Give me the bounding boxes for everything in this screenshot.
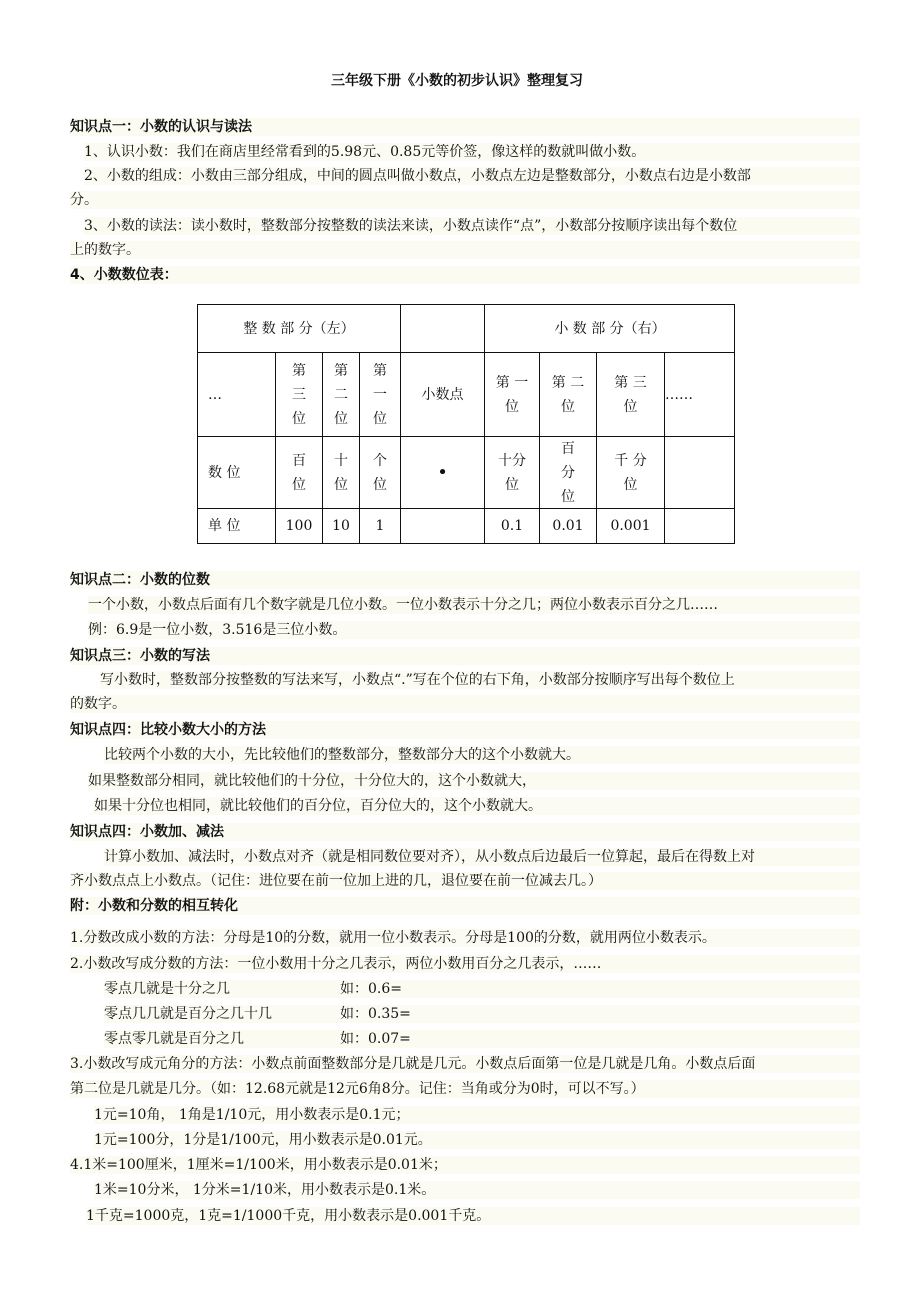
- hundredths-order: 第 二 位: [540, 353, 597, 437]
- section-3-paragraph-1: 写小数时，整数部分按整数的写法来写，小数点“.”写在个位的右下角，小数部分按顺序写出每个数位上: [100, 671, 860, 689]
- decimal-point-label: 小数点: [401, 353, 485, 437]
- ones-order: 第 一 位: [360, 353, 401, 437]
- section-5-paragraph-1: 计算小数加、减法时，小数点对齐（就是相同数位要对齐），从小数点后边最后一位算起，最后在得数上对: [104, 848, 860, 866]
- section-1-paragraph-1: 1、认识小数：我们在商店里经常看到的5.98元、0.85元等价签，像这样的数就叫做小数。: [84, 143, 860, 161]
- tenths-order: 第 一 位: [485, 353, 540, 437]
- place-hundredths: 百 分 位: [540, 437, 597, 509]
- section-1-paragraph-3-cont: 上的数字。: [70, 241, 860, 259]
- unit-row-label: 单 位: [198, 509, 276, 543]
- appendix-item-2-row-2: 零点几几就是百分之几十几 如：0.35=: [104, 1005, 860, 1023]
- unit-ones: 1: [360, 509, 401, 543]
- section-1-paragraph-2: 2、小数的组成：小数由三部分组成，中间的圆点叫做小数点，小数点左边是整数部分，小数点右边是小数部: [84, 167, 860, 185]
- appendix-item-2-row-1: 零点几就是十分之几 如：0.6=: [104, 980, 860, 998]
- unit-decimal-point: [401, 509, 485, 543]
- appendix-item-4-meter: 1米=10分米， 1分米=1/10米，用小数表示是0.1米。: [94, 1181, 860, 1199]
- section-1-paragraph-3: 3、小数的读法：读小数时，整数部分按整数的读法来读，小数点读作“点”，小数部分按顺序读出每个数位: [84, 217, 860, 235]
- place-thousandths: 千 分 位: [597, 437, 665, 509]
- decimal-part-header: 小 数 部 分（右）: [485, 305, 735, 353]
- unit-thousandths: 0.001: [597, 509, 665, 543]
- appendix-item-2: 2.小数改写成分数的方法：一位小数用十分之几表示，两位小数用百分之几表示，……: [70, 955, 860, 973]
- unit-empty: [665, 509, 735, 543]
- appendix-item-3-cont: 第二位是几就是几分。（如：12.68元就是12元6角8分。记住：当角或分为0时，可以不写。）: [70, 1080, 860, 1098]
- section-2-heading: 知识点二：小数的位数: [70, 571, 860, 589]
- place-tens: 十 位: [323, 437, 360, 509]
- unit-hundreds: 100: [276, 509, 323, 543]
- place-ones: 个 位: [360, 437, 401, 509]
- unit-hundredths: 0.01: [540, 509, 597, 543]
- section-4-paragraph-2: 如果整数部分相同，就比较他们的十分位，十分位大的，这个小数就大，: [88, 772, 860, 790]
- appendix-item-3: 3.小数改写成元角分的方法：小数点前面整数部分是几就是几元。小数点后面第一位是几就是几角。小数点后面: [70, 1055, 860, 1073]
- section-4-paragraph-1: 比较两个小数的大小，先比较他们的整数部分，整数部分大的这个小数就大。: [104, 746, 860, 764]
- tens-order: 第 二 位: [323, 353, 360, 437]
- section-3-heading: 知识点三：小数的写法: [70, 647, 860, 665]
- ellipsis-left: …: [198, 353, 276, 437]
- hundreds-order: 第 三 位: [276, 353, 323, 437]
- appendix-item-3-yuan-jiao: 1元=10角， 1角是1/10元，用小数表示是0.1元；: [94, 1106, 860, 1124]
- place-tenths: 十分 位: [485, 437, 540, 509]
- appendix-heading: 附：小数和分数的相互转化: [70, 897, 860, 915]
- ellipsis-right: ……: [665, 353, 735, 437]
- place-hundreds: 百 位: [276, 437, 323, 509]
- section-3-paragraph-1-cont: 的数字。: [70, 695, 860, 713]
- section-4-paragraph-3: 如果十分位也相同，就比较他们的百分位，百分位大的，这个小数就大。: [94, 797, 860, 815]
- section-5-paragraph-1-cont: 齐小数点点上小数点。（记住：进位要在前一位加上进的几，退位要在前一位减去几。）: [70, 872, 860, 890]
- decimal-point-header: [401, 305, 485, 353]
- unit-tens: 10: [323, 509, 360, 543]
- section-1-paragraph-4: 4、小数数位表：: [70, 266, 860, 284]
- appendix-item-3-yuan-fen: 1元=100分，1分是1/100元，用小数表示是0.01元。: [94, 1131, 860, 1149]
- section-1-paragraph-2-cont: 分。: [70, 191, 860, 209]
- place-decimal-point: •: [401, 437, 485, 509]
- appendix-item-4-kilogram: 1千克=1000克，1克=1/1000千克，用小数表示是0.001千克。: [86, 1207, 860, 1225]
- appendix-item-4: 4.1米=100厘米，1厘米=1/100米，用小数表示是0.01米；: [70, 1156, 860, 1174]
- appendix-item-1: 1.分数改成小数的方法：分母是10的分数，就用一位小数表示。分母是100的分数，就用两位小数表示。: [70, 929, 860, 947]
- thousandths-order: 第 三 位: [597, 353, 665, 437]
- integer-part-header: 整 数 部 分（左）: [198, 305, 401, 353]
- place-empty: [665, 437, 735, 509]
- decimal-place-value-table: [197, 304, 735, 544]
- section-2-paragraph-1: 一个小数，小数点后面有几个数字就是几位小数。一位小数表示十分之几；两位小数表示百分之几……: [88, 596, 860, 614]
- section-2-paragraph-2: 例：6.9是一位小数，3.516是三位小数。: [88, 621, 860, 639]
- section-4-heading: 知识点四：比较小数大小的方法: [70, 721, 860, 739]
- section-5-heading: 知识点四：小数加、减法: [70, 823, 860, 841]
- appendix-item-2-row-3: 零点零几就是百分之几 如：0.07=: [104, 1030, 860, 1048]
- unit-tenths: 0.1: [485, 509, 540, 543]
- section-1-heading: 知识点一：小数的认识与读法: [70, 118, 860, 136]
- page-title: 三年级下册《小数的初步认识》整理复习: [331, 73, 583, 89]
- place-row-label: 数 位: [198, 437, 276, 509]
